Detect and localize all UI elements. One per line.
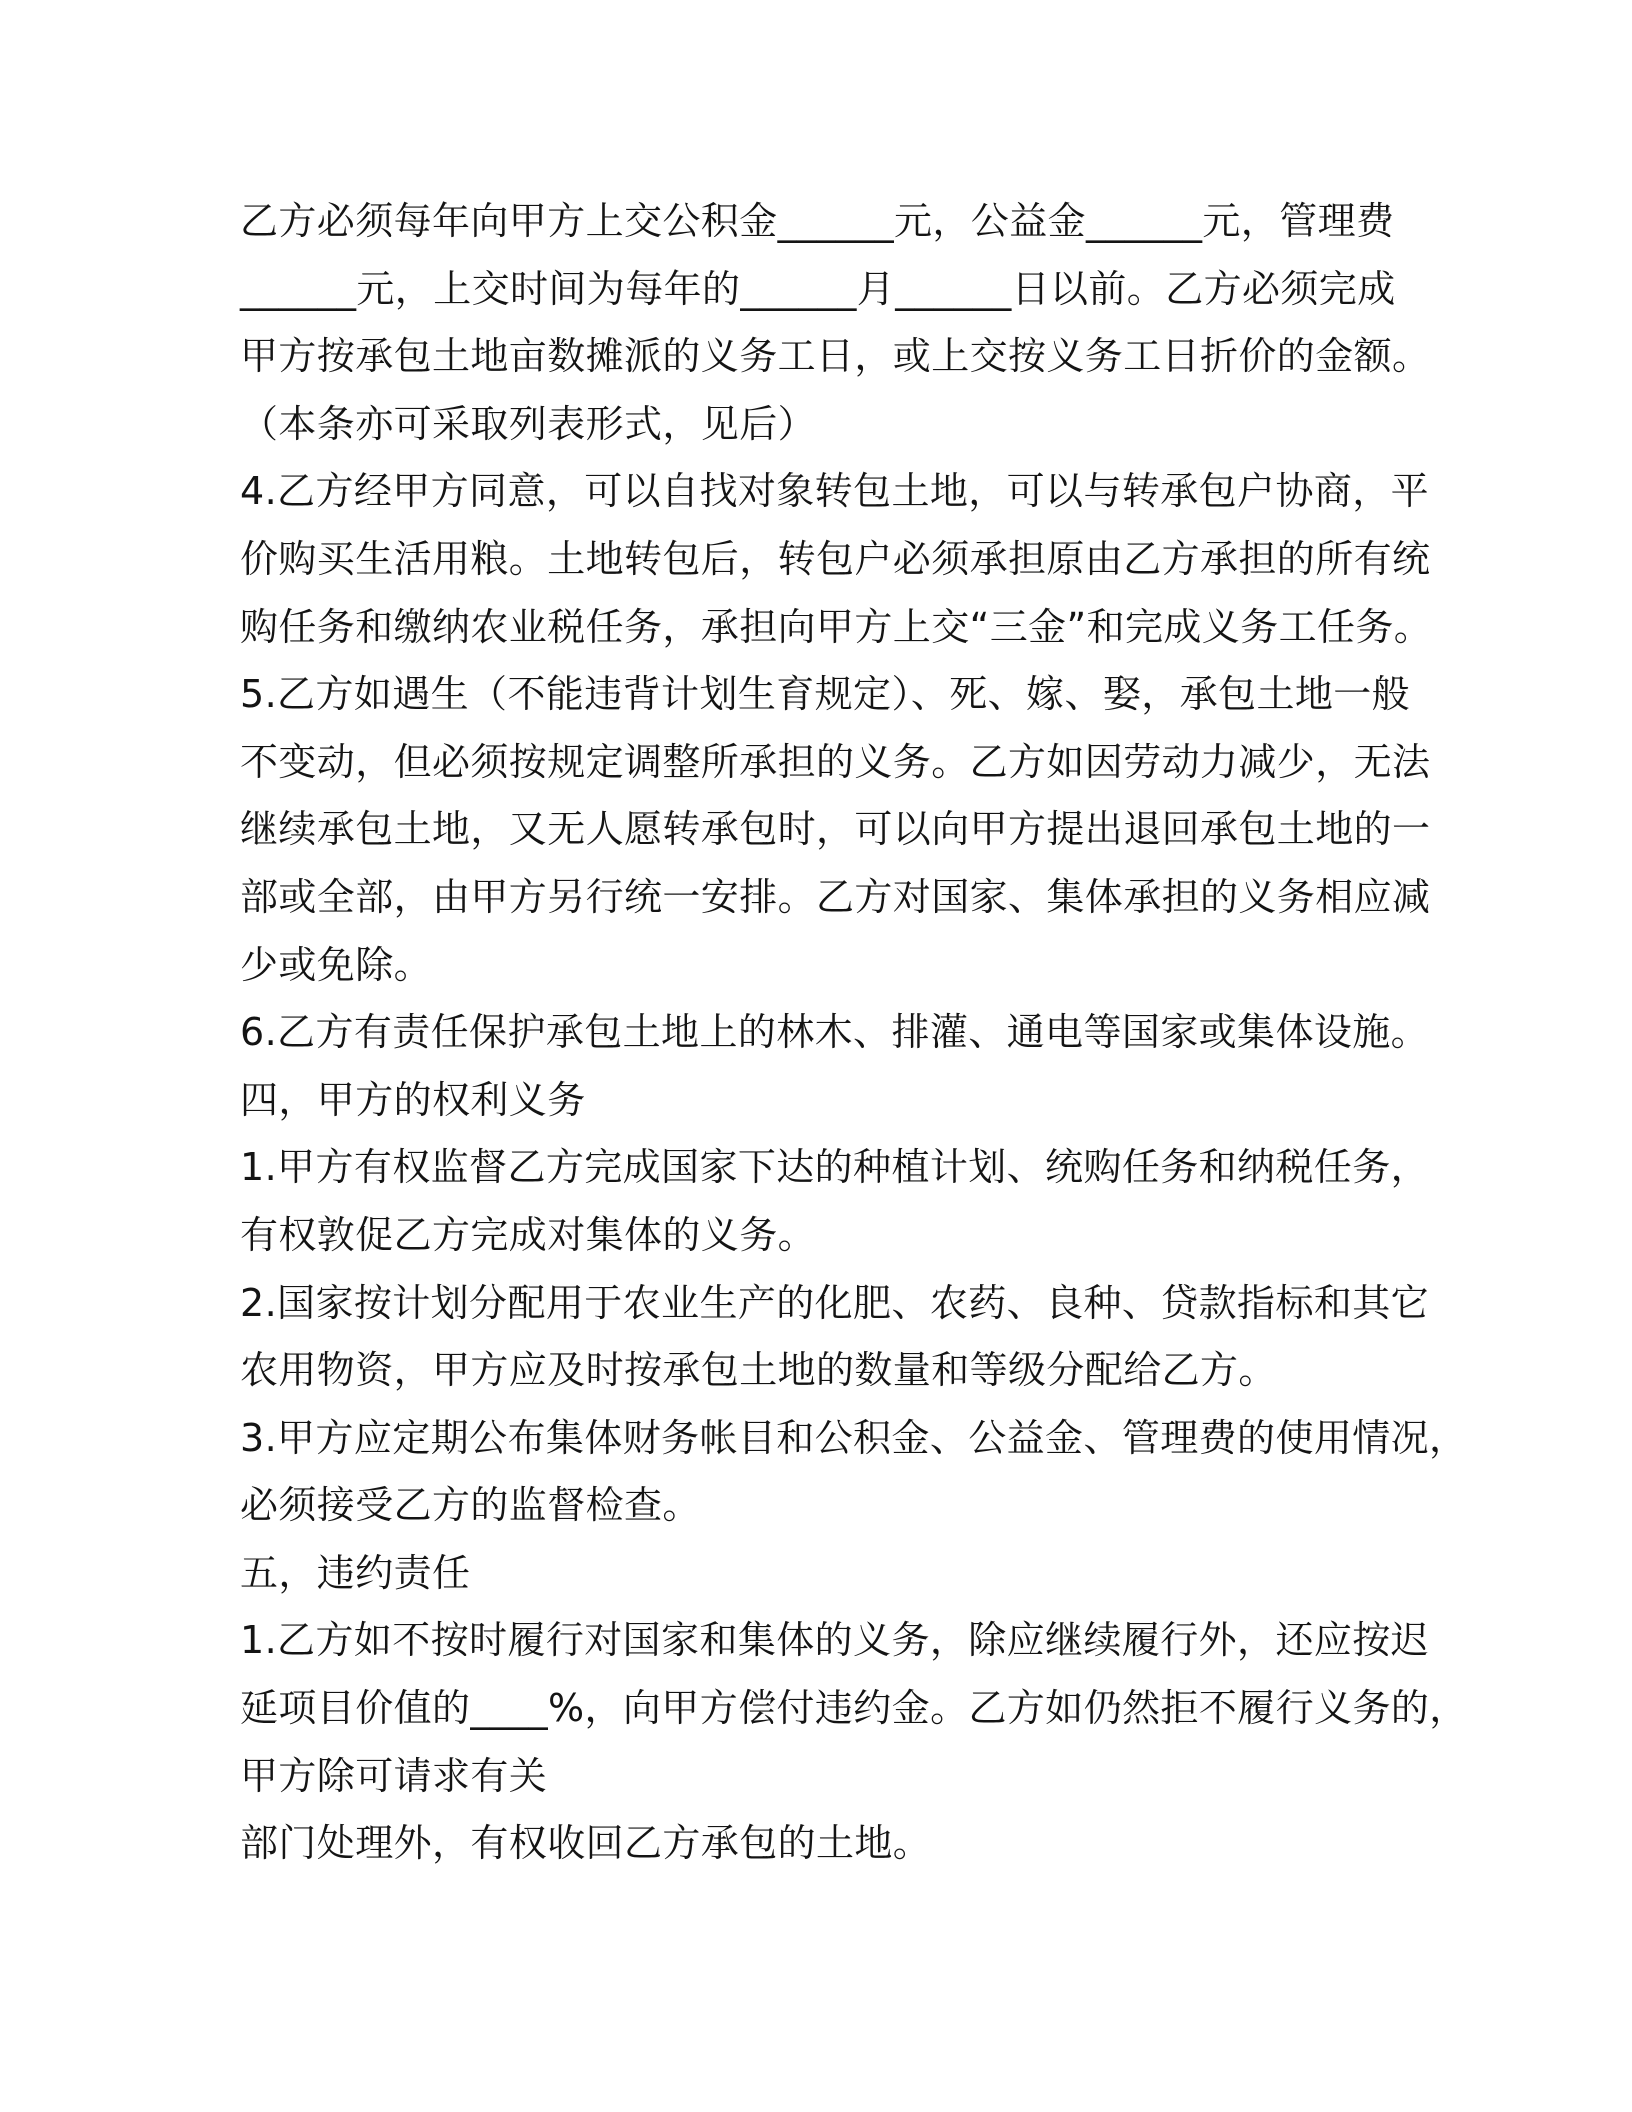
text-line: 四，甲方的权利义务 [240, 1077, 586, 1122]
text-line: 部门处理外，有权收回乙方承包的土地。 [240, 1821, 932, 1866]
text-line: （本条亦可采取列表形式，见后） [240, 401, 817, 446]
text-line: 部或全部，由甲方另行统一安排。乙方对国家、集体承担的义务相应减 [240, 874, 1431, 919]
text-line: 农用物资，甲方应及时按承包土地的数量和等级分配给乙方。 [240, 1348, 1277, 1393]
text-line: 乙方必须每年向甲方上交公积金______元，公益金______元，管理费 [240, 199, 1395, 243]
text-line: 1.乙方如不按时履行对国家和集体的义务，除应继续履行外，还应按迟 [240, 1618, 1430, 1663]
text-line: 价购买生活用粮。土地转包后，转包户必须承担原由乙方承担的所有统 [240, 536, 1431, 581]
text-line: 1.甲方有权监督乙方完成国家下达的种植计划、统购任务和纳税任务， [240, 1145, 1430, 1190]
text-line: 甲方按承包土地亩数摊派的义务工日，或上交按义务工日折价的金额。 [240, 334, 1431, 379]
text-line: 2.国家按计划分配用于农业生产的化肥、农药、良种、贷款指标和其它 [240, 1280, 1430, 1325]
document-page [240, 188, 1468, 1878]
text-line: 延项目价值的____%，向甲方偿付违约金。乙方如仍然拒不履行义务的， [240, 1686, 1468, 1731]
text-line: 必须接受乙方的监督检查。 [240, 1483, 701, 1528]
text-line: 有权敦促乙方完成对集体的义务。 [240, 1212, 817, 1257]
text-line: 五，违约责任 [240, 1550, 471, 1595]
text-line: 不变动，但必须按规定调整所承担的义务。乙方如因劳动力减少，无法 [240, 739, 1431, 784]
text-line: 6.乙方有责任保护承包土地上的林木、排灌、通电等国家或集体设施。 [240, 1010, 1430, 1055]
text-line: 甲方除可请求有关 [240, 1753, 548, 1798]
text-line: 3.甲方应定期公布集体财务帐目和公积金、公益金、管理费的使用情况， [240, 1415, 1468, 1460]
text-line: 购任务和缴纳农业税任务，承担向甲方上交“三金”和完成义务工任务。 [240, 604, 1433, 649]
text-line: 5.乙方如遇生（不能违背计划生育规定）、死、嫁、娶，承包土地一般 [240, 672, 1411, 717]
text-line: 少或免除。 [240, 942, 433, 987]
text-line: ______元，上交时间为每年的______月______日以前。乙方必须完成 [240, 266, 1396, 311]
text-line: 继续承包土地，又无人愿转承包时，可以向甲方提出退回承包土地的一 [240, 807, 1431, 852]
text-line: 4.乙方经甲方同意，可以自找对象转包土地，可以与转承包户协商，平 [240, 469, 1430, 514]
